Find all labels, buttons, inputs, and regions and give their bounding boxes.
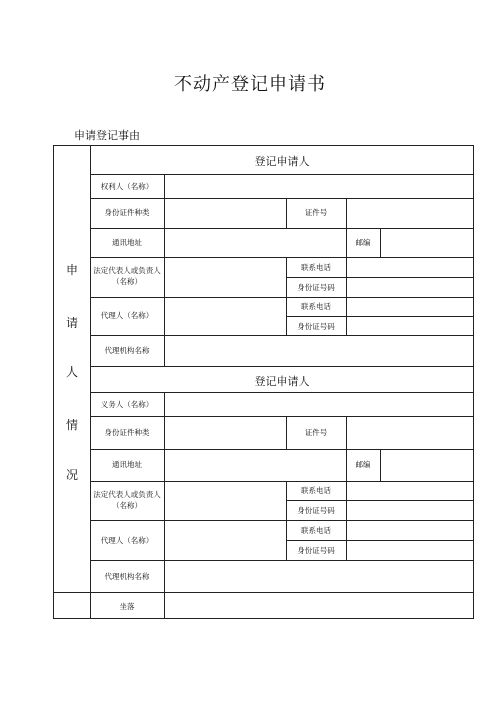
applicant-side-char: 申 (66, 263, 79, 277)
registration-reason-label: 申请登记事由 (74, 129, 140, 142)
row-divider (54, 592, 474, 593)
column-divider (346, 481, 347, 520)
obligor-legal-rep-phone-label: 联系电话 (301, 486, 331, 495)
column-divider (164, 520, 165, 560)
row-divider (90, 560, 474, 561)
obligor-address-label: 通讯地址 (112, 460, 142, 469)
column-divider (164, 257, 165, 297)
column-divider (346, 520, 347, 560)
rights-holder-agent-label: 代理人（名称） (100, 311, 154, 320)
rights-holder-legal-rep-idno-label: 身份证号码 (297, 283, 335, 292)
row-divider (286, 500, 474, 501)
obligor-agency-label: 代理机构名称 (104, 572, 150, 581)
obligor-agent-label: 代理人（名称） (100, 536, 154, 545)
row-divider (286, 316, 474, 317)
applicant-side-char: 情 (66, 418, 79, 432)
rights-holder-agent-idno-label: 身份证号码 (297, 322, 335, 331)
column-divider (164, 560, 165, 592)
applicant-side-char: 人 (66, 365, 79, 379)
column-divider (164, 228, 165, 257)
property-location-label: 坐落 (119, 602, 135, 611)
row-divider (90, 335, 474, 336)
column-divider (164, 392, 165, 416)
obligor-id-number-label: 证件号 (304, 428, 328, 437)
row-divider (90, 481, 474, 482)
rights-holder-id-number-label: 证件号 (304, 208, 328, 217)
obligor-agent-phone-label: 联系电话 (301, 526, 331, 535)
row-divider (90, 416, 474, 417)
rights-holder-agency-label: 代理机构名称 (104, 346, 150, 355)
column-divider (164, 416, 165, 449)
column-divider (346, 416, 347, 449)
column-divider (164, 174, 165, 198)
column-divider (346, 257, 347, 297)
rights-holder-heading: 登记申请人 (254, 155, 310, 168)
obligor-legal-rep-idno-label: 身份证号码 (297, 506, 335, 515)
form-title: 不动产登记申请书 (174, 74, 326, 95)
rights-holder-legal-rep-sublabel: （名称） (112, 277, 142, 286)
column-divider (164, 198, 165, 228)
applicant-side-char: 况 (66, 468, 79, 482)
row-divider (90, 520, 474, 521)
applicant-side-char: 请 (66, 316, 79, 330)
application-form-table (53, 145, 474, 619)
rights-holder-agent-phone-label: 联系电话 (301, 302, 331, 311)
column-divider (164, 592, 165, 619)
rights-holder-id-type-label: 身份证件种类 (104, 208, 150, 217)
column-divider (164, 449, 165, 481)
obligor-agent-idno-label: 身份证号码 (297, 546, 335, 555)
obligor-legal-rep-label: 法定代表人或负责人 (93, 490, 161, 499)
row-divider (90, 366, 474, 367)
obligor-name-label: 义务人（名称） (100, 400, 154, 409)
column-divider (380, 228, 381, 257)
obligor-id-type-label: 身份证件种类 (104, 428, 150, 437)
rights-holder-name-label: 权利人（名称） (100, 182, 154, 191)
rights-holder-legal-rep-label: 法定代表人或负责人 (93, 266, 161, 275)
row-divider (90, 392, 474, 393)
rights-holder-legal-rep-phone-label: 联系电话 (301, 263, 331, 272)
obligor-legal-rep-sublabel: （名称） (112, 501, 142, 510)
column-divider (380, 449, 381, 481)
row-divider (90, 198, 474, 199)
column-divider (164, 481, 165, 520)
row-divider (90, 449, 474, 450)
rights-holder-address-label: 通讯地址 (112, 238, 142, 247)
obligor-heading: 登记申请人 (254, 375, 310, 388)
column-divider (346, 198, 347, 228)
obligor-postcode-label: 邮编 (355, 460, 371, 469)
row-divider (90, 174, 474, 175)
row-divider (90, 228, 474, 229)
row-divider (90, 257, 474, 258)
row-divider (286, 277, 474, 278)
column-divider (164, 335, 165, 366)
row-divider (286, 540, 474, 541)
column-divider (164, 297, 165, 335)
column-divider (346, 297, 347, 335)
rights-holder-postcode-label: 邮编 (355, 238, 371, 247)
row-divider (90, 297, 474, 298)
